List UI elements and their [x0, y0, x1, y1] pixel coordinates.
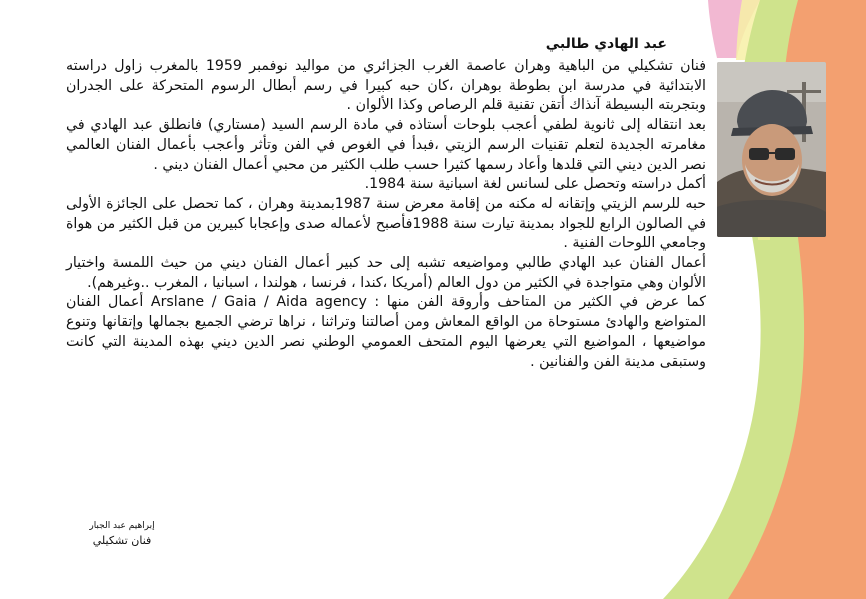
signature-role: فنان تشكيلي	[92, 534, 152, 547]
paragraph: أعمال الفنان عبد الهادي طالبي ومواضيعه تشبه إلى حد كبير أعمال الفنان ديني من حيث اللمسة واختيار الألوان وهي متواجدة في الكثير من دول العالم (أمريكا ،كندا ، فرنسا ، هولندا ، اسبانيا ، المغرب ..وغيرهم).	[66, 255, 706, 291]
paragraph: كما عرض في الكثير من المتاحف وأروقة الفن منها : Arslane / Gaia / Aida agency أعمال الفنان المتواضع والهادئ مستوحاة من الواقع المعاش ومن أصالتنا وتراثنا ، نراها ترضي الجميع بجمالها وإتقانها وتنوع مواضيعها ، المواضيع التي يعرضها اليوم المتحف العمومي الوطني نصر الدين ديني بهذه المدينة التي كانت وستبقى مدينة الفن والفنانين .	[66, 294, 706, 370]
paragraph: بعد انتقاله إلى ثانوية لطفي أعجب بلوحات أستاذه في مادة الرسم السيد (مستاري) فانطلق عبد الهادي في مغامرته الجديدة لتعلم تقنيات الرسم الزيتي ،فبدأ في الغوص في الفن وتأثر وأعجب بأعمال الفنان العالمي نصر الدين ديني التي قلدها وأعاد رسمها كثيرا حسب طلب الكثير من محبي أعمال الفنان ديني .	[66, 117, 706, 173]
biography-text	[66, 57, 706, 372]
paragraph: حبه للرسم الزيتي وإتقانه له مكنه من إقامة معرض سنة 1987بمدينة وهران ، كما تحصل على الجائزة الأولى في الصالون الرابع للجواد بمدينة تيارت سنة 1988فأصبح لأعماله صدى وإعجابا كبيرين من قبل الكثير من هواة وجامعي اللوحات الفنية .	[66, 195, 706, 252]
paragraph: أكمل دراسته وتحصل على لسانس لغة اسبانية سنة 1984.	[364, 176, 706, 193]
paragraph: فنان تشكيلي من الباهية وهران عاصمة الغرب الجزائري من مواليد نوفمبر 1959 بالمغرب زاول دراسته الابتدائية في مدرسة ابن بطوطة بوهران ،كان حبه كبيرا في رسم أبطال الرسوم المتحركة على الجدران وبتجربته البسيطة آنذاك أتقن تقنية قلم الرصاص وكذا الألوان .	[66, 58, 706, 114]
signature-name: إبراهيم عبد الجبار	[89, 521, 155, 531]
page-title: عبد الهادي طالبي	[545, 36, 667, 52]
signature-block	[82, 519, 162, 548]
artist-photo	[717, 62, 826, 237]
